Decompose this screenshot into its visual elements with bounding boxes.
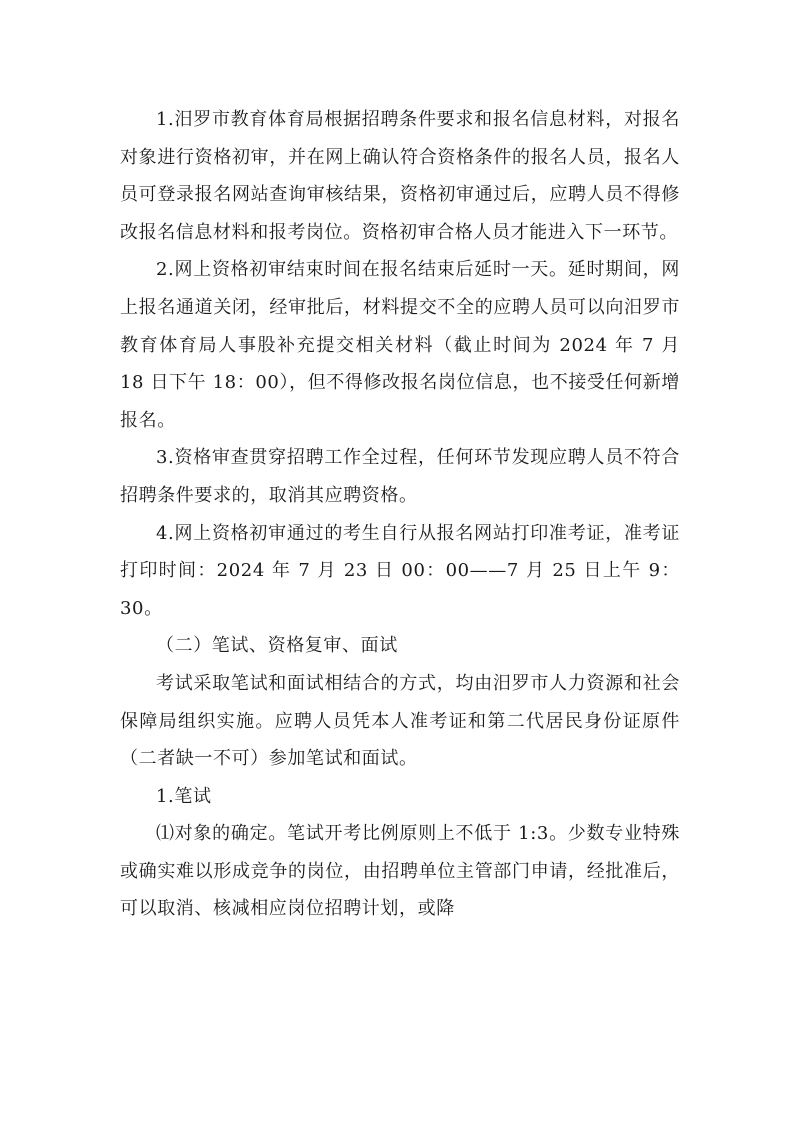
paragraph-candidate-selection: ⑴对象的确定。笔试开考比例原则上不低于 1:3。少数专业特殊或确实难以形成竞争的岗位，由招聘单位主管部门申请，经批准后，可以取消、核减相应岗位招聘计划，或降 [120,823,680,920]
section-heading-written-test: （二）笔试、资格复审、面试 [156,635,398,657]
document-body [120,101,687,928]
subheading-written-test: 1.笔试 [156,785,212,807]
paragraph-review-throughout: 3.资格审查贯穿招聘工作全过程，任何环节发现应聘人员不符合招聘条件要求的，取消其应聘资格。 [120,447,680,506]
paragraph-admission-ticket: 4.网上资格初审通过的考生自行从报名网站打印准考证，准考证打印时间：2024 年 7 月 23 日 00：00——7 月 25 日上午 9：30。 [120,522,680,619]
paragraph-exam-method: 考试采取笔试和面试相结合的方式，均由汨罗市人力资源和社会保障局组织实施。应聘人员凭本人准考证和第二代居民身份证原件（二者缺一不可）参加笔试和面试。 [120,672,680,770]
paragraph-initial-review: 1.汨罗市教育体育局根据招聘条件要求和报名信息材料，对报名对象进行资格初审，并在网上确认符合资格条件的报名人员，报名人员可登录报名网站查询审核结果，资格初审通过后，应聘人员不得修改报名信息材料和报考岗位。资格初审合格人员才能进入下一环节。 [120,109,680,243]
paragraph-review-deadline: 2.网上资格初审结束时间在报名结束后延时一天。延时期间，网上报名通道关闭，经审批后，材料提交不全的应聘人员可以向汨罗市教育体育局人事股补充提交相关材料（截止时间为 2024 年 7 月 18 日下午 18：00），但不得修改报名岗位信息，也不接受任何新增报名。 [120,259,687,431]
